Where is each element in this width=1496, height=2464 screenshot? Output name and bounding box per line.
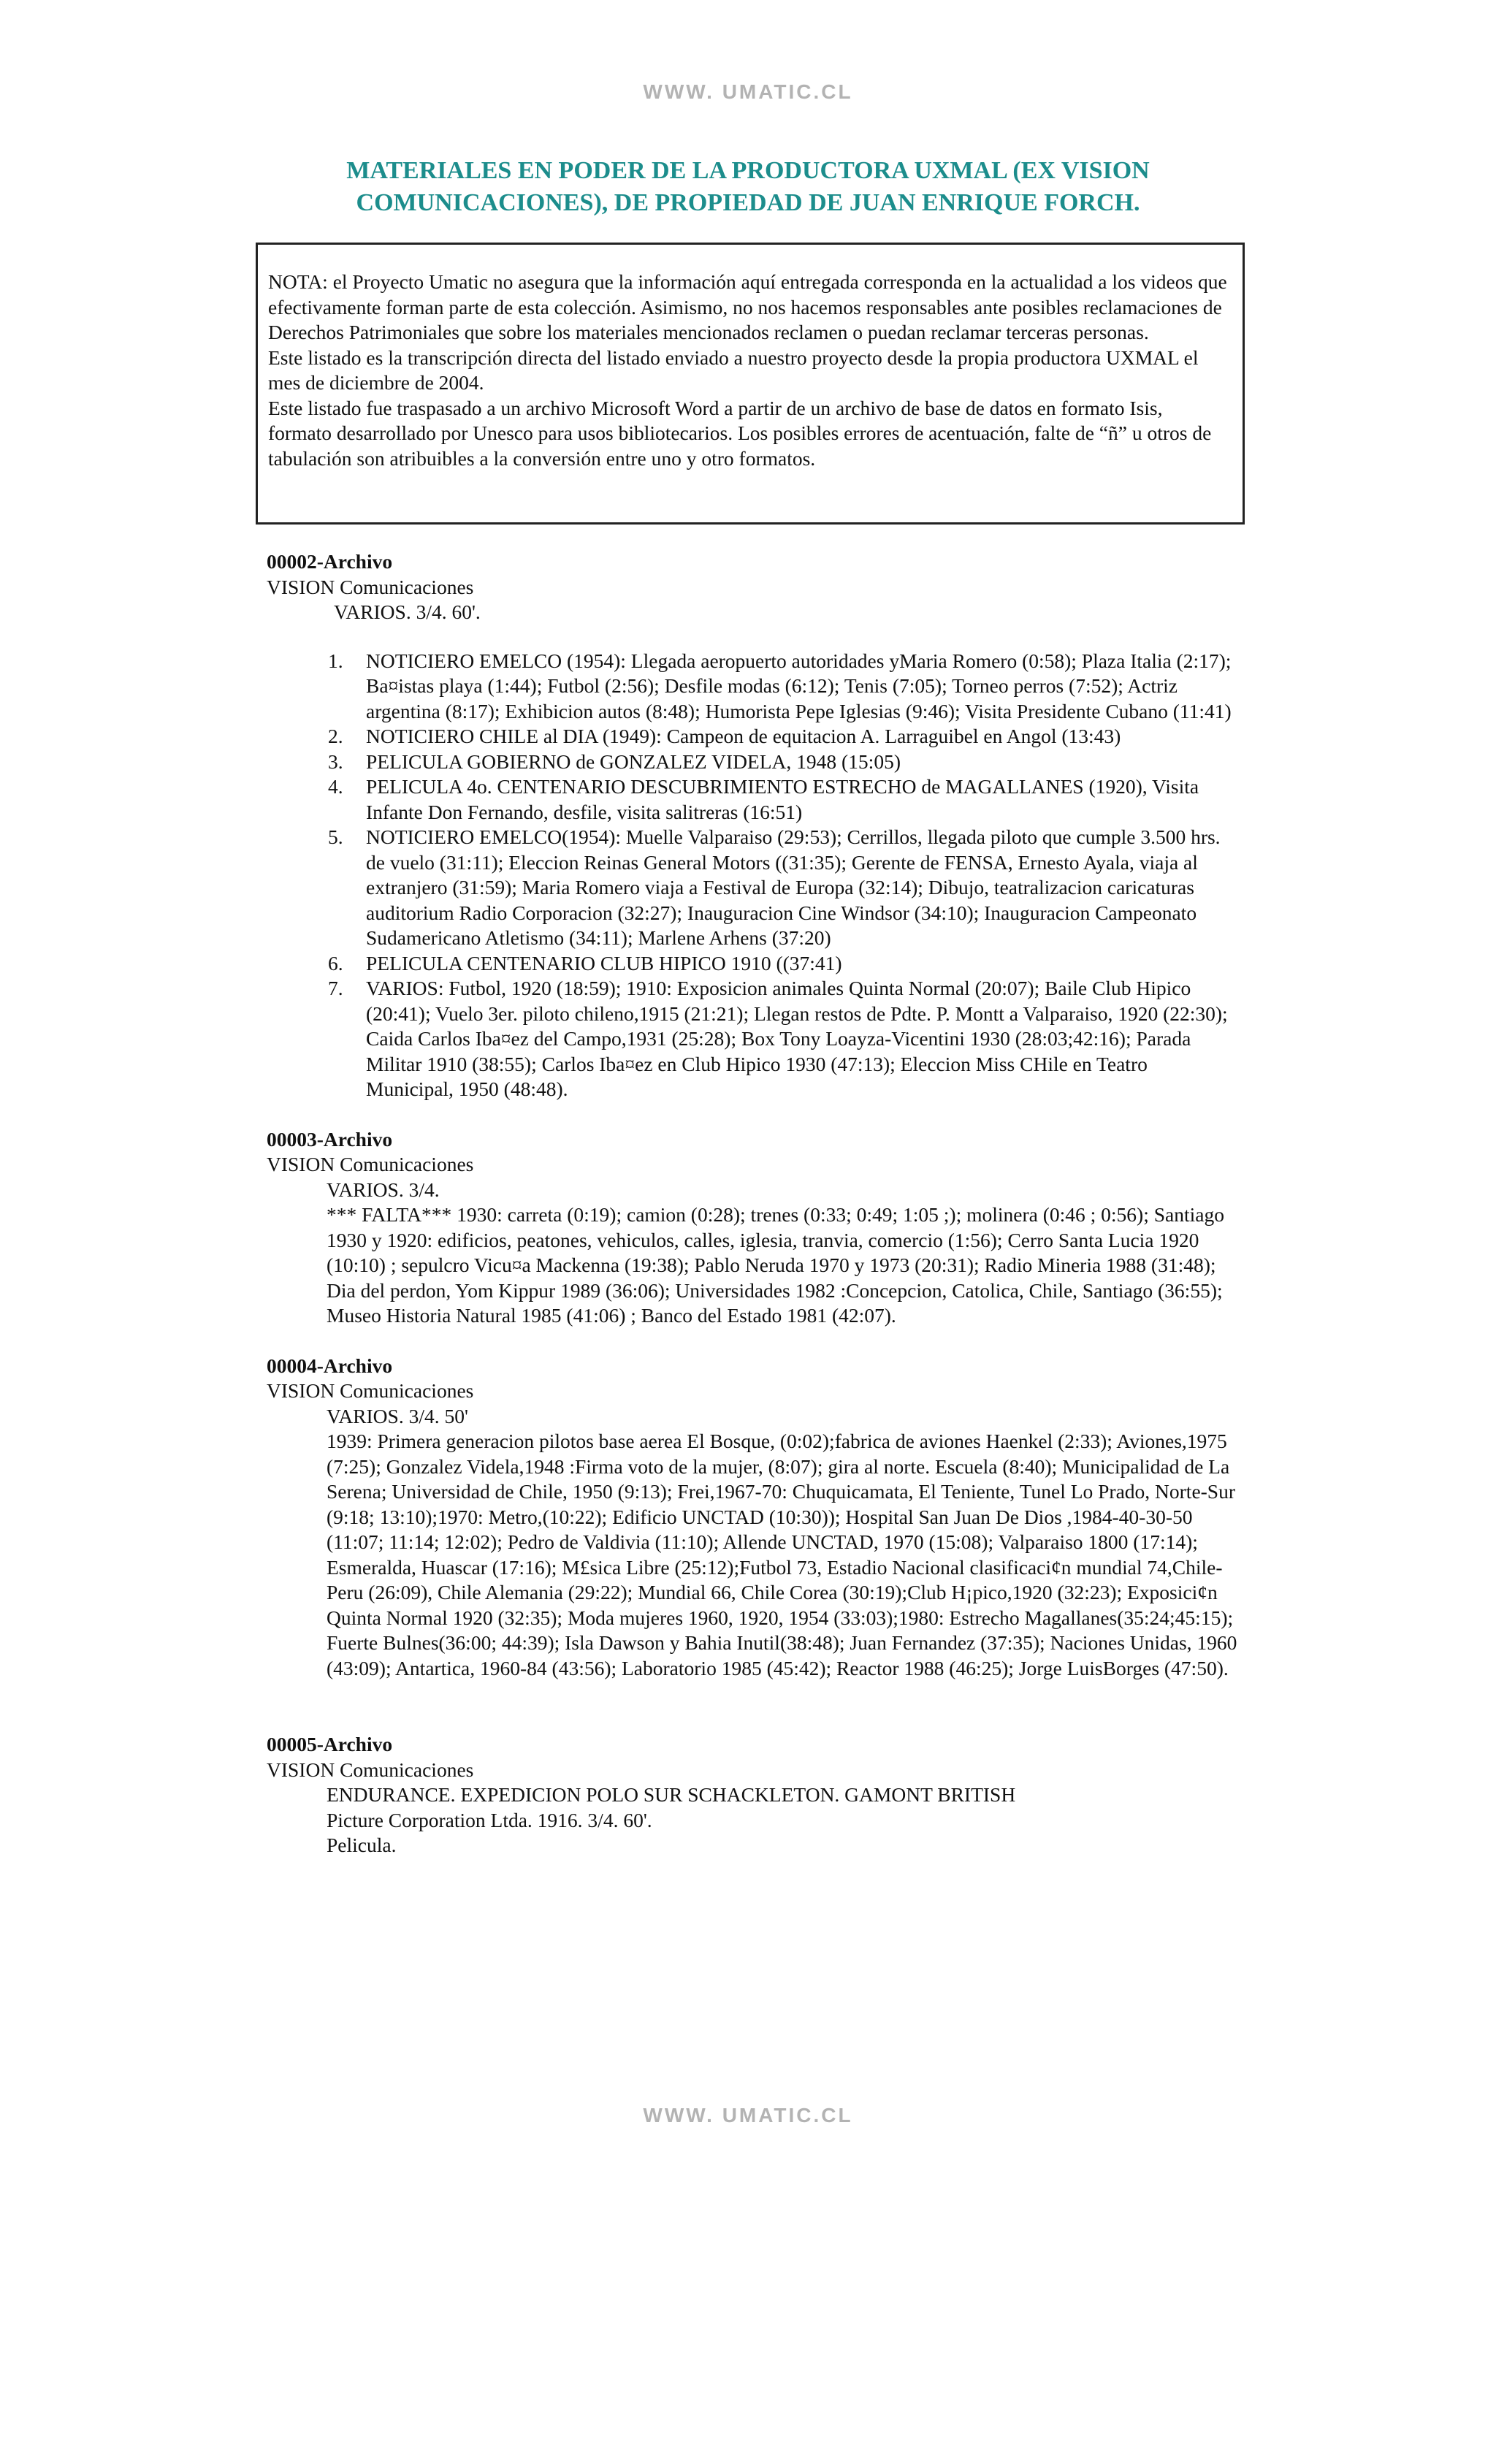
record-source: VISION Comunicaciones [267,575,474,598]
list-item [267,976,1238,1102]
record-description: Pelicula. [327,1834,397,1856]
record-source: VISION Comunicaciones [267,1379,474,1402]
archive-records [267,549,1238,1883]
list-item [267,724,1238,750]
list-item-number: 1. [328,649,343,672]
note-paragraph-3: Este listado fue traspasado a un archivo Microsoft Word a partir de un archivo de base de datos en formato Isis, formato desarrollado por Unesco para usos bibliotecarios. Los posibles errores de acentuación, falte de “ñ” u otros de tabulación son atribuibles a la conversión entre uno y otro formatos. [268,396,1212,470]
record-source: VISION Comunicaciones [267,1153,474,1175]
list-item-text: PELICULA CENTENARIO CLUB HIPICO 1910 ((37:41) [366,951,842,974]
record-00005 [267,1732,1238,1858]
list-item-text: VARIOS: Futbol, 1920 (18:59); 1910: Exposicion animales Quinta Normal (20:07); Baile Club Hipico (20:41); Vuelo 3er. piloto chileno,1915 (21:21); Llegan restos de Pdte. P. Montt a Valparaiso, 1920 (22:30); Caida Carlos Iba¤ez del Campo,1931 (25:28); Box Tony Loayza-Vicentini 1930 (28:03;42:16); Parada Militar 1910 (38:55); Carlos Iba¤ez en Club Hipico 1930 (47:13); Eleccion Miss CHile en Teatro Municipal, 1950 (48:48). [366,977,1228,1100]
disclaimer-note-box [256,243,1245,525]
list-item-number: 5. [328,825,343,848]
record-tape: VARIOS. 3/4. [327,1178,440,1201]
list-item-text: NOTICIERO EMELCO(1954): Muelle Valparaiso (29:53); Cerrillos, llegada piloto que cumple 3.500 hrs. de vuelo (31:11); Eleccion Reinas General Motors ((31:35); Gerente de FENSA, Ernesto Ayala, viaja al extranjero (31:59); Maria Romero viaja a Festival de Europa (32:14); Dibujo, teatralizacion caricaturas auditorium Radio Corporacion (32:27); Inauguracion Cine Windsor (34:10); Inauguracion Campeonato Sudamericano Atletismo (34:11); Marlene Arhens (37:20) [366,825,1221,949]
list-item [267,750,1238,775]
record-id: 00004-Archivo [267,1354,393,1377]
site-header: WWW. UMATIC.CL [643,80,853,103]
list-item-number: 6. [328,951,343,974]
record-tape: VARIOS. 3/4. 60'. [334,600,481,623]
list-item-number: 4. [328,775,343,798]
list-item [267,774,1238,825]
list-item-number: 7. [328,977,343,999]
record-00003 [267,1127,1238,1329]
record-description: 1939: Primera generacion pilotos base aerea El Bosque, (0:02);fabrica de aviones Haenkel (2:33); Aviones,1975 (7:25); Gonzalez Videla,1948 :Firma voto de la mujer, (8:07); gira al norte. Escuela (8:40); Municipalidad de La Serena; Universidad de Chile, 1950 (9:13); Frei,1967-70: Chuquicamata, El Teniente, Tunel Lo Prado, Norte-Sur (9:18; 13:10);1970: Metro,(10:22); Edificio UNCTAD (10:30)); Hospital San Juan De Dios ,1984-40-30-50 (11:07; 11:14; 12:02); Pedro de Valdivia (11:10); Allende UNCTAD, 1970 (15:08); Valparaiso 1800 (17:14); Esmeralda, Huascar (17:16); M£sica Libre (25:12);Futbol 73, Estadio Nacional clasificaci¢n mundial 74,Chile-Peru (26:09), Chile Alemania (29:22); Mundial 66, Chile Corea (30:19);Club H¡pico,1920 (32:23); Exposici¢n Quinta Normal 1920 (32:35); Moda mujeres 1960, 1920, 1954 (33:03);1980: Estrecho Magallanes(35:24;45:15); Fuerte Bulnes(36:00; 44:39); Isla Dawson y Bahia Inutil(38:48); Juan Fernandez (37:35); Naciones Unidas, 1960 (43:09); Antartica, 1960-84 (43:56); Laboratorio 1985 (45:42); Reactor 1988 (46:25); Jorge LuisBorges (47:50). [327,1430,1237,1679]
note-paragraph-2: Este listado es la transcripción directa del listado enviado a nuestro proyecto desde la propia productora UXMAL el mes de diciembre de 2004. [268,346,1199,394]
list-item [267,649,1238,725]
record-tape: VARIOS. 3/4. 50' [327,1404,468,1427]
record-00002 [267,549,1238,1102]
record-id: 00005-Archivo [267,1733,393,1755]
list-item [267,825,1238,951]
note-paragraph-1: NOTA: el Proyecto Umatic no asegura que la información aquí entregada corresponda en la actualidad a los videos que efectivamente forman parte de esta colección. Asimismo, no nos hacemos responsables ante posibles reclamaciones de Derechos Patrimoniales que sobre los materiales mencionados reclamen o puedan reclamar terceras personas. [268,270,1227,343]
record-description: *** FALTA*** 1930: carreta (0:19); camion (0:28); trenes (0:33; 0:49; 1:05 ;); molinera (0:46 ; 0:56); Santiago 1930 y 1920: edificios, peatones, vehiculos, calles, iglesia, tranvia, comercio (1:56); Cerro Santa Lucia 1920 (10:10) ; sepulcro Vicu¤a Mackenna (19:38); Pablo Neruda 1970 y 1973 (20:31); Radio Mineria 1988 (31:48); Dia del perdon, Yom Kippur 1989 (36:06); Universidades 1982 :Concepcion, Catolica, Chile, Santiago (36:55); Museo Historia Natural 1985 (41:06) ; Banco del Estado 1981 (42:07). [327,1203,1224,1327]
record-tape: ENDURANCE. EXPEDICION POLO SUR SCHACKLETON. GAMONT BRITISH Picture Corporation Ltda. 1916. 3/4. 60'. [327,1783,1016,1831]
record-00004 [267,1354,1238,1682]
record-id: 00003-Archivo [267,1127,393,1151]
list-item-text: NOTICIERO CHILE al DIA (1949): Campeon de equitacion A. Larraguibel en Angol (13:43) [366,725,1121,747]
record-id: 00002-Archivo [267,550,393,573]
list-item-text: PELICULA GOBIERNO de GONZALEZ VIDELA, 1948 (15:05) [366,750,901,773]
record-source: VISION Comunicaciones [267,1758,474,1781]
document-title: MATERIALES EN PODER DE LA PRODUCTORA UXMAL (EX VISION COMUNICACIONES), DE PROPIEDAD DE JUAN ENRIQUE FORCH. [346,157,1150,216]
list-item [267,951,1238,977]
record-item-list [267,649,1238,1102]
list-item-number: 2. [328,725,343,747]
site-footer: WWW. UMATIC.CL [643,2104,853,2127]
list-item-number: 3. [328,750,343,773]
list-item-text: NOTICIERO EMELCO (1954): Llegada aeropuerto autoridades yMaria Romero (0:58); Plaza Italia (2:17); Ba¤istas playa (1:44); Futbol (2:56); Desfile modas (6:12); Tenis (7:05); Torneo perros (7:52); Actriz argentina (8:17); Exhibicion autos (8:48); Humorista Pepe Iglesias (9:46); Visita Presidente Cubano (11:41) [366,649,1232,722]
list-item-text: PELICULA 4o. CENTENARIO DESCUBRIMIENTO ESTRECHO de MAGALLANES (1920), Visita Infante Don Fernando, desfile, visita salitreras (16:51) [366,775,1199,823]
